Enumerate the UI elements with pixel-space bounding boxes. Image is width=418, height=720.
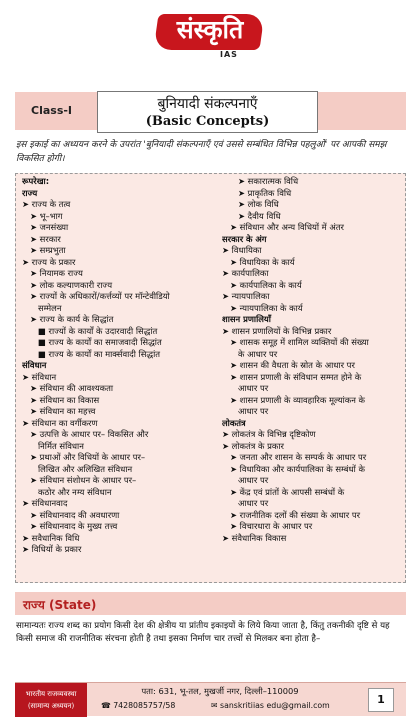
outline-item: ■ राज्य के कार्यों का मार्क्सवादी सिद्धांत [22,348,161,359]
outline-left-column [22,176,212,556]
outline-item: ➤ सवैधानिक विधि [22,532,80,543]
outline-item: ➤ राज्यों के अधिकारों/कर्त्तव्यों पर मॉन्टेवीडियो [22,291,170,301]
section-header [15,592,406,615]
outline-item: राज्य [22,187,38,198]
intro-text: इस इकाई का अध्ययन करने के उपरांत 'बुनियादी संकल्पनाएँ एवं उससे सम्बंधित विभिन्न पहलुओं' पर आपकी समझ विकसित होगी। [16,140,387,164]
outline-item: के आधार पर [222,348,278,359]
chapter-title-hindi: बुनियादी संकल्पनाएँ [157,96,258,112]
outline-item: आधार पर [222,475,269,485]
outline-item: आधार पर [222,383,269,393]
outline-item: ➤ संविधानवाद की अवधारणा [22,509,120,520]
outline-item: ➤ जनता और शासन के सम्पर्क के आधार पर [222,452,367,462]
outline-item: ➤ राज्य के कार्य के सिद्धांत [22,314,114,324]
outline-item: ➤ संविधान का विकास [22,394,100,405]
outline-item: आधार पर [222,498,269,508]
outline-item: लिखित और अलिखित संविधान [22,463,133,474]
body-paragraph: सामान्यतः राज्य शब्द का प्रयोग किसी देश की क्षेत्रीय या प्रांतीय इकाइयों के लिये किया जाता है, किंतु तकनीकी दृष्टि से यह किसी समाज की राजनीतिक संरचना होती है तथा इसका निर्माण चार तत्त्वों से मिलकर बना होता है– [16,621,390,644]
footer-subject-line2: (सामान्य अध्ययन) [27,702,75,710]
footer-address: पता: 631, भू-तल, मुखर्जी नगर, दिल्ली–110009 [141,686,299,696]
outline-item: ➤ केंद्र एवं प्रांतों के आपसी सम्बंधों के [222,486,345,497]
outline-item: ➤ राज्य के तत्व [22,199,71,209]
outline-item: ➤ लोक विधि [222,199,279,209]
outline-item: सरकार के अंग [222,233,267,244]
outline-item: ➤ विधायिका और कार्यपालिका के सम्बंधों के [222,463,365,474]
outline-item: ➤ शासक समूह में शामिल व्यक्तियों की संख्या [222,337,369,347]
outline-item: ➤ संवैधानिक विकास [222,532,287,543]
footer-subject-label [15,683,87,717]
outline-item: शासन प्रणालियाँ [222,314,271,324]
outline-item: ➤ लोकतंत्र के विभिन्न दृष्टिकोण [222,429,316,439]
outline-item: लोकतंत्र [222,417,246,428]
outline-item: संविधान [22,360,47,370]
outline-item: ➤ प्राकृतिक विधि [222,187,292,198]
outline-item: ➤ उत्पत्ति के आधार पर– विकसित और [22,429,149,439]
outline-item: ➤ सरकार [22,233,61,244]
outline-item: कठोर और नम्य संविधान [22,486,112,497]
outline-item: ➤ जनसंख्या [22,222,69,232]
outline-item: ➤ प्रथाओं और विधियों के आधार पर– [22,452,146,462]
outline-item: ➤ भू–भाग [22,210,63,221]
logo-text: संस्कृति [176,15,244,44]
page-number: 1 [368,688,394,712]
outline-item: ➤ राजनीतिक दलों की संख्या के आधार पर [222,509,361,520]
outline-item: ➤ शासन प्रणाली के संविधान सम्मत होने के [222,371,362,382]
outline-item: ➤ शासन प्रणालियों के विभिन्न प्रकार [222,325,332,336]
outline-item: ➤ न्यायपालिका के कार्य [222,302,303,313]
outline-right-column [222,176,402,544]
footer-email: ✉ sanskritiias edu@gmail.com [211,701,330,710]
outline-item: ➤ दैवीय विधि [222,210,281,221]
outline-item: ➤ कार्यपालिका के कार्य [222,279,302,290]
footer-subject-line1: भारतीय राजव्यवस्था [25,690,77,698]
outline-item: ➤ संविधान [22,371,57,382]
outline-item: ➤ शासन की वैधता के स्रोत के आधार पर [222,360,355,370]
outline-item: ➤ विचारधारा के आधार पर [222,521,313,531]
chapter-title-box [97,91,318,133]
outline-item: ➤ संविधान संशोधन के आधार पर– [22,475,137,485]
outline-item: ➤ संविधानवाद [22,498,68,508]
outline-item: ➤ नियामक राज्य [22,268,83,278]
outline-item: ➤ संविधान और अन्य विधियों में अंतर [222,222,344,232]
outline-item: ➤ संविधान का वर्गीकरण [22,417,98,428]
footer-phone: ☎ 7428085757/58 [101,701,176,710]
outline-item: ➤ विधायिका के कार्य [222,256,295,267]
outline-item: ➤ लोकतंत्र के प्रकार [222,440,284,451]
outline-item: ➤ विधायिका [222,245,262,255]
outline-item: निर्मित संविधान [22,440,84,451]
outline-item: ➤ संविधानवाद के मुख्य तत्त्व [22,521,118,531]
outline-item: ➤ कार्यपालिका [222,268,269,278]
outline-item: रूपरेखा: [22,176,50,186]
class-label: Class-I [31,104,73,117]
outline-item: ➤ शासन प्रणाली के व्यावहारिक मूल्यांकन के [222,394,365,405]
logo-subtext: IAS [220,50,238,59]
outline-item: ■ राज्यों के कार्यों के उदारवादी सिद्धांत [22,325,158,336]
outline-item: ➤ लोक कल्याणकारी राज्य [22,279,113,290]
chapter-title-english: (Basic Concepts) [145,114,270,129]
section-title: राज्य (State) [23,598,97,612]
outline-item: ➤ संविधान की आवश्यकता [22,383,114,393]
outline-item: ➤ न्यायपालिका [222,291,270,301]
outline-item: ➤ विधियों के प्रकार [22,544,82,554]
outline-item: ➤ संविधान का महत्त्व [22,406,96,416]
outline-item: ➤ सकारात्मक विधि [222,176,299,186]
page-footer [15,682,406,716]
outline-item: ➤ सम्प्रभुता [22,245,66,255]
outline-item: ■ राज्य के कार्यों का समाजवादी सिद्धांत [22,337,162,347]
outline-item: सम्मेलन [22,302,62,313]
outline-item: ➤ राज्य के प्रकार [22,256,76,267]
outline-item: आधार पर [222,406,269,416]
brand-logo [156,6,262,66]
